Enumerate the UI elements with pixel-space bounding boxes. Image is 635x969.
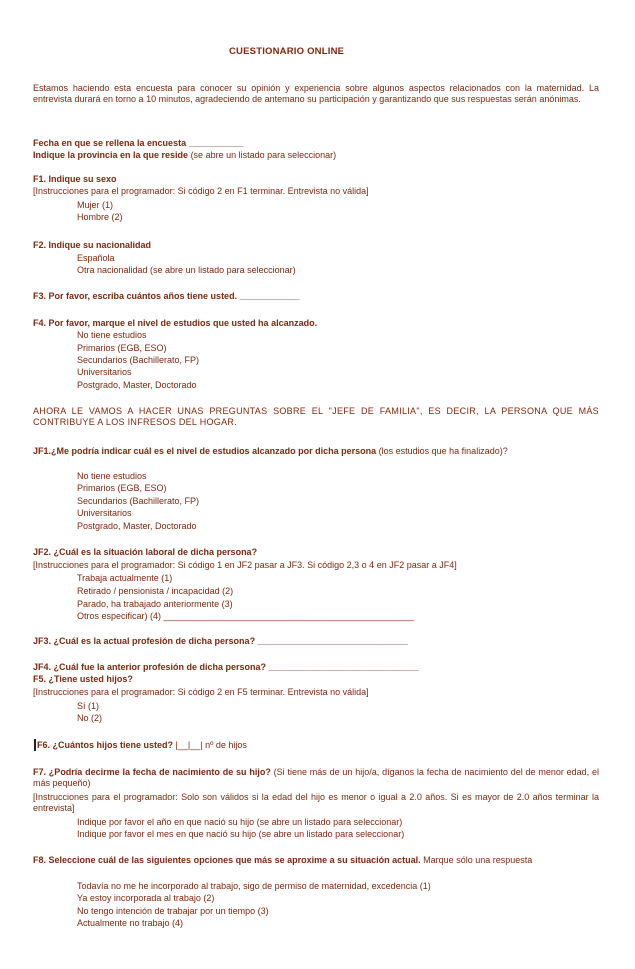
f4-option: Secundarios (Bachillerato, FP): [77, 355, 200, 365]
f7-question: F7. ¿Podría decirme la fecha de nacimiento de su hijo?: [33, 767, 271, 777]
f2-option: Española: [77, 253, 115, 263]
f8-question-block: [33, 855, 599, 866]
f7-note: (Si tiene más de un hijo/a, díganos la fecha de nacimiento del de menor edad, el más pequeño): [33, 767, 599, 788]
f2-question: F2. Indique su nacionalidad: [33, 240, 152, 250]
f8-option: No tengo intención de trabajar por un tiempo (3): [77, 906, 269, 916]
f5-question: F5. ¿Tiene usted hijos?: [33, 674, 133, 684]
f8-question: F8. Seleccione cuál de las siguientes opciones que más se aproxime a su situación actual.: [33, 855, 421, 865]
fecha-line: Fecha en que se rellena la encuesta ___________: [33, 138, 244, 148]
f7-option: Indique por favor el mes en que nació su hijo (se abre un listado para seleccionar): [77, 829, 405, 839]
f1-option: Hombre (2): [77, 212, 123, 222]
provincia-line: [33, 150, 336, 161]
jf2-question: JF2. ¿Cuál es la situación laboral de dicha persona?: [33, 547, 258, 557]
jf2-instructions: [Instrucciones para el programador: Si código 1 en JF2 pasar a JF3. Si código 2,3 o 4 en JF2 pasar a JF4]: [33, 560, 457, 570]
f4-option: Postgrado, Master, Doctorado: [77, 380, 197, 390]
jf2-option: Retirado / pensionista / incapacidad (2): [77, 586, 234, 596]
jf1-option: Primarios (EGB, ESO): [77, 483, 167, 493]
f5-instructions: [Instrucciones para el programador: Si código 2 en F5 terminar. Entrevista no válida]: [33, 687, 369, 697]
text-cursor: [34, 739, 36, 751]
f1-question: F1. Indique su sexo: [33, 174, 117, 184]
f6-children-count: |__|__| nº de hijos: [175, 740, 247, 750]
f5-option: Sí (1): [77, 701, 100, 711]
jf1-option: Universitarios: [77, 508, 132, 518]
jf2-option: Parado, ha trabajado anteriormente (3): [77, 599, 233, 609]
f8-option: Actualmente no trabajo (4): [77, 918, 184, 928]
jf4-question: JF4. ¿Cuál fue la anterior profesión de dicha persona? ______________________________: [33, 662, 419, 672]
provincia-label: Indique la provincia en la que reside: [33, 150, 189, 160]
jefe-familia-intro: AHORA LE VAMOS A HACER UNAS PREGUNTAS SOBRE EL "JEFE DE FAMILIA", ES DECIR, LA PERSONA QUE MÁS CONTRIBUYE A LOS INFRESOS DEL HOGAR.: [33, 406, 599, 427]
f4-question: F4. Por favor, marque el nivel de estudios que usted ha alcanzado.: [33, 318, 318, 328]
f7-question-block: [33, 767, 599, 789]
jf2-option: Otros especificar) (4) __________________________________________________: [77, 611, 414, 621]
f4-option: Universitarios: [77, 367, 132, 377]
f8-option: Ya estoy incorporada al trabajo (2): [77, 893, 215, 903]
f2-option: Otra nacionalidad (se abre un listado para seleccionar): [77, 265, 296, 275]
intro-paragraph: Estamos haciendo esta encuesta para conocer su opinión y experiencia sobre algunos aspectos relacionados con la maternidad. La entrevista durará en torno a 10 minutos, agradeciendo de antemano su participación y garantizando que sus respuestas serán anónimas.: [33, 83, 599, 104]
jf2-option: Trabaja actualmente (1): [77, 573, 173, 583]
f7-instructions: [Instrucciones para el programador: Solo son válidos si la edad del hijo es menor o igual a 2.0 años. Si es mayor de 2.0 años terminar la entrevista]: [33, 792, 599, 813]
f6-question: F6. ¿Cuántos hijos tiene usted?: [37, 740, 174, 750]
page-title: CUESTIONARIO ONLINE: [229, 46, 345, 57]
f3-question: F3. Por favor, escriba cuántos años tiene usted. ____________: [33, 291, 300, 301]
provincia-note: (se abre un listado para seleccionar): [190, 150, 337, 160]
f6-line: [37, 740, 247, 751]
jf1-note: (los estudios que ha finalizado)?: [378, 446, 508, 456]
f5-option: No (2): [77, 713, 103, 723]
f4-option: Primarios (EGB, ESO): [77, 343, 167, 353]
f1-option: Mujer (1): [77, 200, 114, 210]
f8-note: Marque sólo una respuesta: [423, 855, 533, 865]
f8-option: Todavía no me he incorporado al trabajo, sigo de permiso de maternidad, excedencia (1): [77, 881, 431, 891]
jf1-option: Postgrado, Master, Doctorado: [77, 521, 197, 531]
f1-instructions: [Instrucciones para el programador: Si código 2 en F1 terminar. Entrevista no válida]: [33, 186, 369, 196]
jf3-question: JF3. ¿Cuál es la actual profesión de dicha persona? ______________________________: [33, 636, 408, 646]
jf1-question-block: [33, 446, 599, 457]
f7-option: Indique por favor el año en que nació su hijo (se abre un listado para seleccionar): [77, 817, 403, 827]
jf1-option: Secundarios (Bachillerato, FP): [77, 496, 200, 506]
f4-option: No tiene estudios: [77, 330, 147, 340]
jf1-question: JF1.¿Me podría indicar cuál es el nivel de estudios alcanzado por dicha persona: [33, 446, 377, 456]
jf1-option: No tiene estudios: [77, 471, 147, 481]
